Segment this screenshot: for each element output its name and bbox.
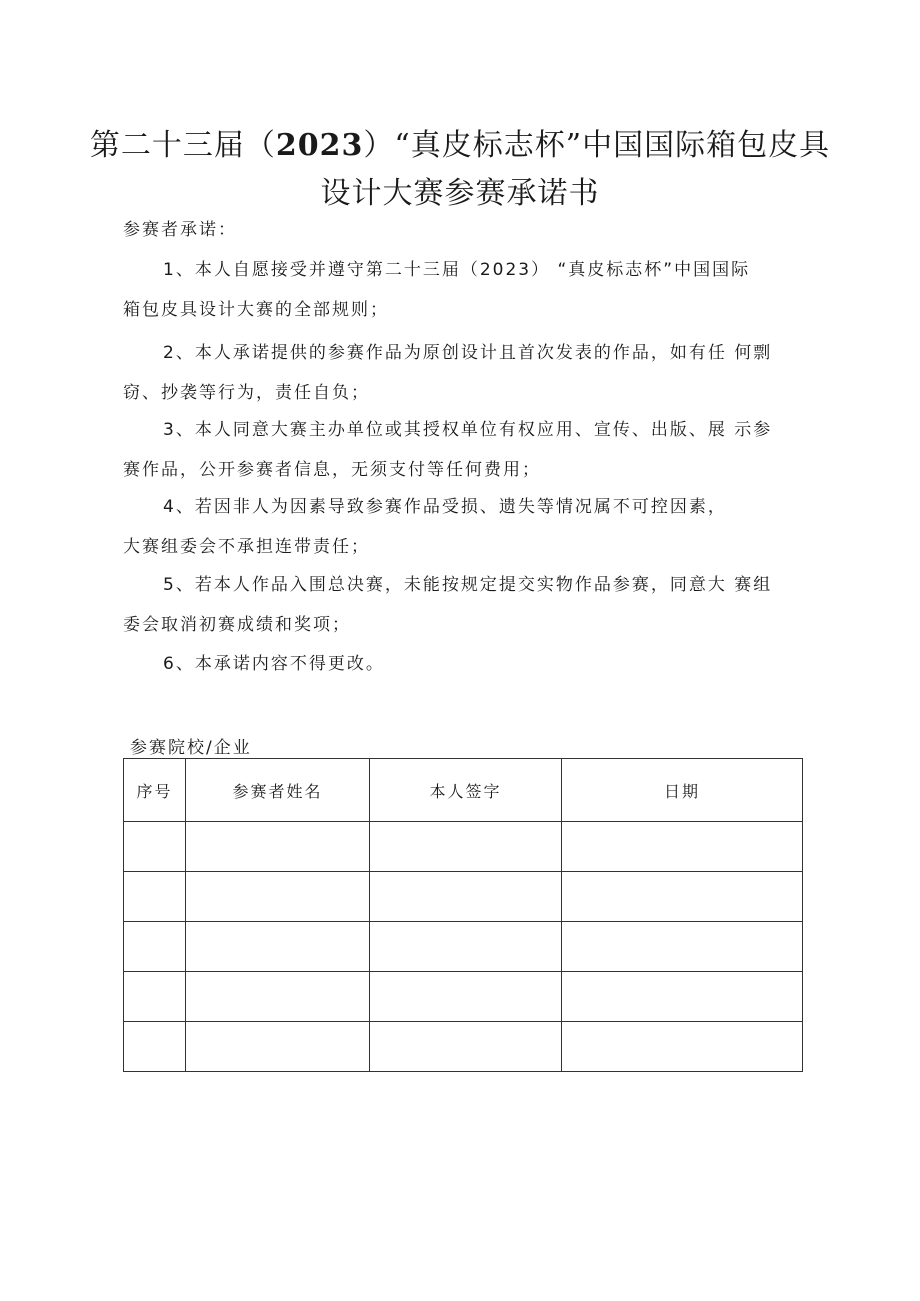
cell-signature[interactable] — [370, 822, 562, 872]
header-participant-name: 参赛者姓名 — [186, 759, 370, 822]
title-year: 2023 — [275, 128, 364, 163]
commitment-item-4-line-2: 大赛组委会不承担连带责任； — [123, 537, 370, 557]
table-row — [124, 922, 803, 972]
document-title-line-2: 设计大赛参赛承诺书 — [320, 176, 600, 211]
cell-serial-number[interactable] — [124, 822, 186, 872]
cell-signature[interactable] — [370, 872, 562, 922]
commitment-lead: 参赛者承诺： — [123, 220, 237, 240]
document-title-line-1 — [60, 120, 860, 164]
table-row — [124, 1022, 803, 1072]
signature-table — [123, 758, 803, 1072]
cell-date[interactable] — [562, 822, 803, 872]
school-enterprise-label: 参赛院校/企业 — [130, 738, 252, 758]
table-row — [124, 972, 803, 1022]
cell-serial-number[interactable] — [124, 872, 186, 922]
cell-date[interactable] — [562, 872, 803, 922]
title-prefix: 第二十三届（ — [89, 128, 276, 163]
table-row — [124, 822, 803, 872]
cell-serial-number[interactable] — [124, 972, 186, 1022]
cell-serial-number[interactable] — [124, 1022, 186, 1072]
cell-signature[interactable] — [370, 1022, 562, 1072]
commitment-item-2-line-2: 窃、抄袭等行为，责任自负； — [123, 383, 370, 403]
cell-signature[interactable] — [370, 972, 562, 1022]
title-suffix: ）“真皮标志杯”中国国际箱包皮具 — [363, 128, 831, 163]
cell-participant-name[interactable] — [186, 1022, 370, 1072]
cell-participant-name[interactable] — [186, 922, 370, 972]
cell-participant-name[interactable] — [186, 822, 370, 872]
cell-serial-number[interactable] — [124, 922, 186, 972]
commitment-item-1-line-1: 1、本人自愿接受并遵守第二十三届（2023） “真皮标志杯”中国国际 — [163, 260, 751, 280]
commitment-item-1-line-2: 箱包皮具设计大赛的全部规则； — [123, 300, 389, 320]
cell-signature[interactable] — [370, 922, 562, 972]
table-row — [124, 872, 803, 922]
header-date: 日期 — [562, 759, 803, 822]
commitment-item-5-line-2: 委会取消初赛成绩和奖项； — [123, 615, 351, 635]
table-header-row — [124, 759, 803, 822]
commitment-item-3-line-2: 赛作品，公开参赛者信息，无须支付等任何费用； — [123, 460, 541, 480]
cell-date[interactable] — [562, 1022, 803, 1072]
cell-date[interactable] — [562, 922, 803, 972]
commitment-item-6-line-1: 6、本承诺内容不得更改。 — [163, 654, 385, 674]
header-signature: 本人签字 — [370, 759, 562, 822]
header-serial-number: 序号 — [124, 759, 186, 822]
commitment-item-4-line-1: 4、若因非人为因素导致参赛作品受损、遗失等情况属不可控因素， — [163, 497, 727, 517]
cell-participant-name[interactable] — [186, 972, 370, 1022]
commitment-item-2-line-1: 2、本人承诺提供的参赛作品为原创设计且首次发表的作品，如有任 何剽 — [163, 343, 773, 363]
cell-date[interactable] — [562, 972, 803, 1022]
commitment-item-3-line-1: 3、本人同意大赛主办单位或其授权单位有权应用、宣传、出版、展 示参 — [163, 420, 773, 440]
cell-participant-name[interactable] — [186, 872, 370, 922]
commitment-item-5-line-1: 5、若本人作品入围总决赛，未能按规定提交实物作品参赛，同意大 赛组 — [163, 575, 773, 595]
